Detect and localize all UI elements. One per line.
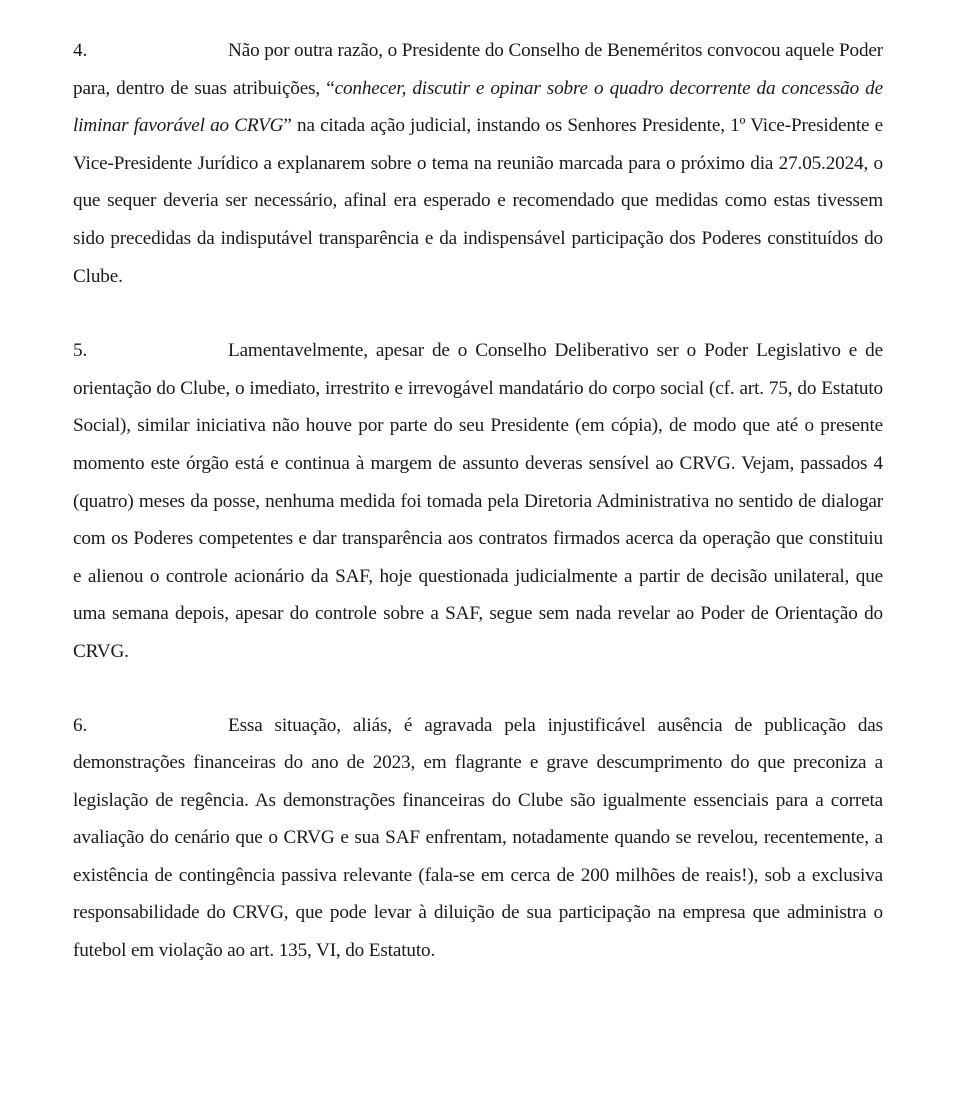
quote-close: ” [283, 115, 292, 137]
paragraph-5 [73, 332, 883, 670]
paragraph-text: Lamentavelmente, apesar de o Conselho Deliberativo ser o Poder Legislativo e de orientação do Clube, o imediato, irrestrito e irrevogável mandatário do corpo social (cf. art. 75, do Estatuto Social), similar iniciativa não houve por parte do seu Presidente (em cópia), de modo que até o presente momento este órgão está e continua à margem de assunto deveras sensível ao CRVG. Vejam, passados 4 (quatro) meses da posse, nenhuma medida foi tomada pela Diretoria Administrativa no sentido de dialogar com os Poderes competentes e dar transparência aos contratos firmados acerca da operação que constituiu e alienou o controle acionário da SAF, hoje questionada judicialmente a partir de decisão unilateral, que uma semana depois, apesar do controle sobre a SAF, segue sem nada revelar ao Poder de Orientação do CRVG. [73, 340, 883, 662]
document-page [73, 32, 883, 1008]
paragraph-number: 5. [73, 340, 88, 362]
quote-open: “ [326, 77, 335, 99]
paragraph-text-continued: na citada ação judicial, instando os Senhores Presidente, 1º Vice-Presidente e Vice-Presidente Jurídico a explanarem sobre o tema na reunião marcada para o próximo dia 27.05.2024, o que sequer deveria ser necessário, afinal era esperado e recomendado que medidas como estas tivessem sido precedidas da indisputável transparência e da indispensável participação dos Poderes constituídos do Clube. [73, 115, 883, 287]
italic-quotation: conhecer, discutir e opinar sobre o quadro decorrente da concessão de liminar favorável ao CRVG [73, 77, 883, 137]
paragraph-number: 4. [73, 40, 88, 61]
paragraph-4 [73, 32, 883, 295]
paragraph-text: Essa situação, aliás, é agravada pela injustificável ausência de publicação das demonstrações financeiras do ano de 2023, em flagrante e grave descumprimento do que preconiza a legislação de regência. As demonstrações financeiras do Clube são igualmente essenciais para a correta avaliação do cenário que o CRVG e sua SAF enfrentam, notadamente quando se revelou, recentemente, a existência de contingência passiva relevante (fala-se em cerca de 200 milhões de reais!), sob a exclusiva responsabilidade do CRVG, que pode levar à diluição de sua participação na empresa que administra o futebol em violação ao art. 135, VI, do Estatuto. [73, 714, 883, 962]
paragraph-text: Não por outra razão, o Presidente do Conselho de Beneméritos convocou aquele Poder para, dentro de suas atribuições, [73, 40, 883, 99]
paragraph-number: 6. [73, 714, 88, 736]
paragraph-6 [73, 707, 883, 970]
